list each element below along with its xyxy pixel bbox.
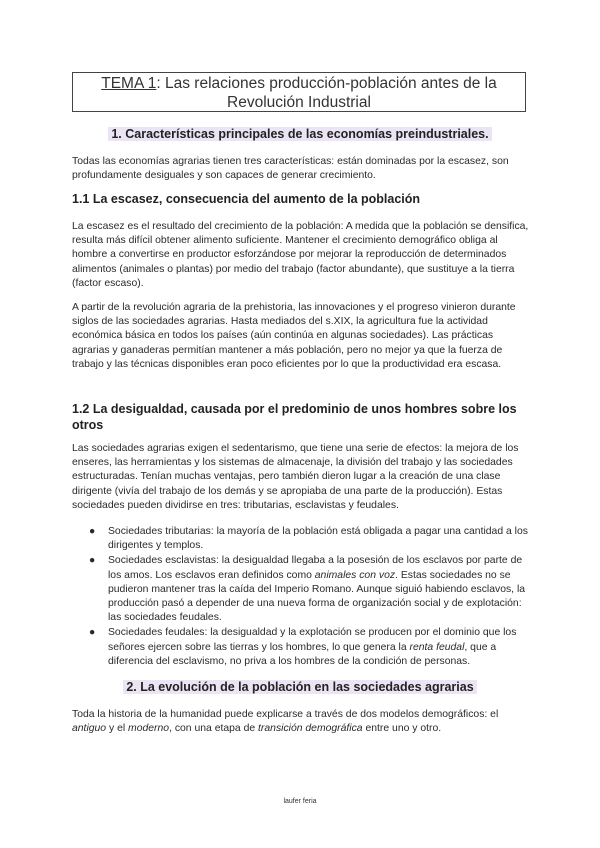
section2-paragraph: Toda la historia de la humanidad puede explicarse a través de dos modelos demográficos: el antiguo y el moderno, con una etapa de transición demográfica entre uno y otro. — [72, 709, 499, 735]
society-types-list — [72, 525, 530, 670]
sub11-paragraph-1: La escasez es el resultado del crecimiento de la población: A medida que la población se densifica, resulta más difícil obtener alimento suficiente. Mantener el crecimiento demográfico obliga al hombre a convertirse en productor esforzándose por mejorar la reproducción de determinados alimentos (animales o plantas) por medio del trabajo (factor abundante), que sustituye a la tierra (factor escaso). — [72, 221, 529, 289]
sub11-paragraph-2: A partir de la revolución agraria de la prehistoria, las innovaciones y el progreso vinieron durante siglos de las sociedades agrarias. Hasta mediados del s.XIX, la agricultura fue la actividad económica básica en todos los países (aún continúa en algunas sociedades). Las prácticas agrarias y ganaderas permitían mantener a más población, pero no mejor ya que la fuerza de trabajo y las técnicas disponibles eran poco eficientes por lo que la productividad era escasa. — [72, 302, 516, 370]
sub12-paragraph-1: Las sociedades agrarias exigen el sedentarismo, que tiene una serie de efectos: la mejora de los enseres, las herramientas y los sistemas de almacenaje, la división del trabajo y las sociedades estructuradas. Tenían muchas ventajas, pero también dieron lugar a la creación de una clase dirigente (vivía del trabajo de los demás y se apropiaba de una parte de la producción). Estas sociedades pueden dividirse en tres: tributarias, esclavistas y feudales. — [72, 443, 519, 511]
title-text: : Las relaciones producción-población antes de la — [156, 75, 497, 92]
list-item: ● Sociedades esclavistas: la desigualdad llegaba a la posesión de los esclavos por parte de los amos. Los esclavos eran definidos como animales con voz. Estas sociedades no se pudieron mantener tras la caída del Imperio Romano. Aunque siguió habiendo esclavos, la producción pasó a depender de una nueva forma de organización social y de explotación: las sociedades feudales. — [89, 555, 526, 624]
page-footer: laufer feria — [283, 798, 317, 805]
sub11-heading: 1.1 La escasez, consecuencia del aumento de la población — [72, 192, 421, 206]
sub12-heading: 1.2 La desigualdad, causada por el predominio de unos hombres sobre los otros — [72, 402, 517, 432]
bullet-icon: ● — [89, 627, 96, 639]
bullet-icon: ● — [89, 526, 96, 537]
title-box — [72, 72, 526, 112]
list-item: ● Sociedades feudales: la desigualdad y la explotación se producen por el dominio que los señores ejercen sobre las tierras y los hombres, lo que genera la renta feudal, que a diferencia del esclavismo, no priva a los hombres de la condición de personas. — [89, 627, 517, 667]
title-text-line2: Revolución Industrial — [227, 94, 371, 111]
bullet-icon: ● — [89, 555, 96, 567]
title-topic: TEMA 1 — [101, 75, 157, 92]
section1-heading: 1. Características principales de las economías preindustriales. — [0, 127, 600, 141]
section1-intro: Todas las economías agrarias tienen tres características: están dominadas por la escasez, son profundamente desiguales y son capaces de generar crecimiento. — [72, 156, 509, 182]
section2-heading: 2. La evolución de la población en las sociedades agrarias — [0, 680, 600, 694]
list-item: ● Sociedades tributarias: la mayoría de la población está obligada a pagar una cantidad a los dirigentes y templos. — [89, 526, 528, 552]
